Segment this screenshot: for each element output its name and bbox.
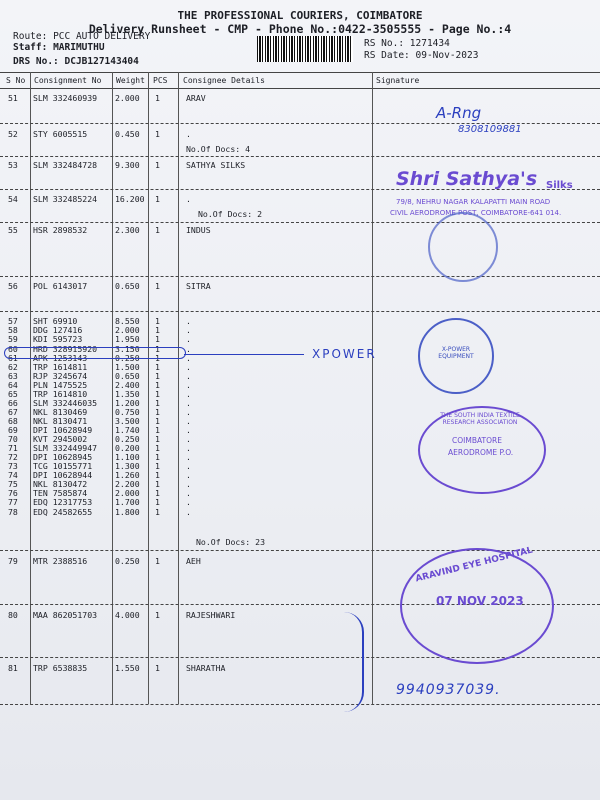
sathya-stamp-name: Shri Sathya's [396, 168, 538, 190]
row-name: . [186, 362, 191, 372]
row-name: . [186, 325, 191, 335]
row-wt: 0.450 [115, 129, 140, 139]
sathya-stamp-address-1: 79/8, NEHRU NAGAR KALAPATTI MAIN ROAD [396, 198, 551, 206]
route-field: Route: PCC AUTO DELIVERY [13, 31, 151, 42]
company-name: THE PROFESSIONAL COURIERS, COIMBATORE [177, 9, 423, 22]
row-name: . [186, 507, 191, 517]
row-wt: 0.650 [115, 371, 140, 381]
row-rule [0, 276, 600, 277]
row-pcs: 1 [155, 316, 160, 326]
row-sno: 56 [8, 281, 18, 291]
row-sno: 79 [8, 556, 18, 566]
col-divider [148, 72, 149, 704]
row-cons: EDQ 24582655 [33, 507, 93, 517]
row-sno: 63 [8, 371, 18, 381]
row-wt: 1.100 [115, 452, 140, 462]
row-sno: 51 [8, 93, 18, 103]
rs-no-field: RS No.: 1271434 [364, 38, 450, 49]
row-pcs: 1 [155, 497, 160, 507]
row-pcs: 1 [155, 194, 160, 204]
sathya-stamp-silks: Silks [546, 180, 573, 191]
row-cons: EDQ 12317753 [33, 497, 93, 507]
row-pcs: 1 [155, 353, 160, 363]
row-cons: SHT 69910 [33, 316, 78, 326]
row-cons: SLM 332485224 [33, 194, 98, 204]
row-wt: 0.200 [115, 443, 140, 453]
row-sno: 68 [8, 416, 18, 426]
row-sno: 66 [8, 398, 18, 408]
row-cons: NKL 8130469 [33, 407, 88, 417]
drs-field: DRS No.: DCJB127143404 [13, 56, 139, 67]
row-sno: 65 [8, 389, 18, 399]
row-sno: 75 [8, 479, 18, 489]
row-rule [0, 222, 600, 223]
row-name: . [186, 470, 191, 480]
col-divider [372, 72, 373, 704]
row-wt: 1.200 [115, 398, 140, 408]
row-rule [0, 311, 600, 312]
row-name: . [186, 461, 191, 471]
col-divider [112, 72, 113, 704]
row-pcs: 1 [155, 443, 160, 453]
row-wt: 3.150 [115, 344, 140, 354]
row-wt: 2.000 [115, 325, 140, 335]
aravind-stamp-date: 07 NOV 2023 [436, 594, 524, 608]
xpower-handwritten-note: XPOWER [312, 347, 377, 361]
sharatha-phone-handwritten: 9940937039. [396, 682, 501, 698]
row-pcs: 1 [155, 470, 160, 480]
row-sno: 59 [8, 334, 18, 344]
row-wt: 0.650 [115, 281, 140, 291]
arav-phone-handwritten: 8308109881 [458, 124, 522, 135]
barcode [257, 36, 353, 62]
row-pcs: 1 [155, 407, 160, 417]
row-name: . [186, 452, 191, 462]
row-wt: 2.000 [115, 488, 140, 498]
row-cons: SLM 332449947 [33, 443, 98, 453]
row-sno: 67 [8, 407, 18, 417]
row-cons: HSR 2898532 [33, 225, 88, 235]
row-name: SITRA [186, 281, 211, 291]
sitra-stamp-center-1: COIMBATORE [452, 436, 502, 445]
row-wt: 2.400 [115, 380, 140, 390]
row-wt: 1.500 [115, 362, 140, 372]
row-name: . [186, 407, 191, 417]
row-pcs: 1 [155, 416, 160, 426]
row-rule [0, 156, 600, 157]
row-sno: 60 [8, 344, 18, 354]
row-sno: 72 [8, 452, 18, 462]
doc-count-note: No.Of Docs: 23 [196, 537, 266, 547]
row-pcs: 1 [155, 362, 160, 372]
row-name: AEH [186, 556, 201, 566]
row-pcs: 1 [155, 556, 160, 566]
row-sno: 71 [8, 443, 18, 453]
row-sno: 64 [8, 380, 18, 390]
row-wt: 1.740 [115, 425, 140, 435]
arav-signature: A-Rng [436, 104, 482, 122]
row-wt: 2.300 [115, 225, 140, 235]
row-name: . [186, 380, 191, 390]
row-wt: 2.000 [115, 93, 140, 103]
row-name: . [186, 371, 191, 381]
row-pcs: 1 [155, 610, 160, 620]
row-60-ink-line [184, 354, 304, 355]
row-cons: SLM 332460939 [33, 93, 98, 103]
col-divider [178, 72, 179, 704]
row-pcs: 1 [155, 434, 160, 444]
row-cons: TRP 1614811 [33, 362, 88, 372]
row-pcs: 1 [155, 479, 160, 489]
row-sno: 57 [8, 316, 18, 326]
row-cons: SLM 332484728 [33, 160, 98, 170]
row-sno: 81 [8, 663, 18, 673]
row-cons: DPI 10628945 [33, 452, 93, 462]
doc-count-note: No.Of Docs: 2 [198, 209, 263, 219]
runsheet-title: Delivery Runsheet - CMP - Phone No.:0422-3505555 - Page No.:4 [88, 22, 512, 36]
row-cons: TRP 6538835 [33, 663, 88, 673]
col-weight: Weight [116, 76, 145, 85]
sathya-stamp-address-2: CIVIL AERODROME POST, COIMBATORE-641 014. [390, 209, 562, 217]
row-wt: 1.550 [115, 663, 140, 673]
row-pcs: 1 [155, 160, 160, 170]
row-pcs: 1 [155, 389, 160, 399]
row-cons: PLN 1475525 [33, 380, 88, 390]
row-pcs: 1 [155, 488, 160, 498]
row-cons: DPI 10628949 [33, 425, 93, 435]
row-cons: TCG 10155771 [33, 461, 93, 471]
row-name: . [186, 316, 191, 326]
row-cons: HRD 328915920 [33, 344, 98, 354]
row-wt: 4.000 [115, 610, 140, 620]
row-cons: DDG 127416 [33, 325, 83, 335]
row-wt: 8.550 [115, 316, 140, 326]
row-wt: 9.300 [115, 160, 140, 170]
row-pcs: 1 [155, 129, 160, 139]
row-wt: 0.250 [115, 434, 140, 444]
row-name: . [186, 416, 191, 426]
row-rule [0, 704, 600, 705]
row-pcs: 1 [155, 425, 160, 435]
row-wt: 1.260 [115, 470, 140, 480]
row-wt: 1.800 [115, 507, 140, 517]
row-wt: 1.350 [115, 389, 140, 399]
row-wt: 2.200 [115, 479, 140, 489]
row-pcs: 1 [155, 325, 160, 335]
row-cons: SLM 332446035 [33, 398, 98, 408]
row-cons: NKL 8130471 [33, 416, 88, 426]
aravind-stamp-name: ARAVIND EYE HOSPITAL [414, 545, 534, 585]
row-name: . [186, 194, 191, 204]
row-pcs: 1 [155, 663, 160, 673]
row-pcs: 1 [155, 93, 160, 103]
row-name: . [186, 334, 191, 344]
row-cons: STY 6005515 [33, 129, 88, 139]
row-cons: DPI 10628944 [33, 470, 93, 480]
sitra-stamp-ring-text: THE SOUTH INDIA TEXTILE RESEARCH ASSOCIATION [440, 412, 520, 426]
row-cons: APK 1253143 [33, 353, 88, 363]
col-sno: S No [6, 76, 26, 85]
row-sno: 78 [8, 507, 18, 517]
row-sno: 55 [8, 225, 18, 235]
row-cons: TEN 7585874 [33, 488, 88, 498]
row-wt: 3.500 [115, 416, 140, 426]
row-wt: 0.750 [115, 407, 140, 417]
row-pcs: 1 [155, 334, 160, 344]
row-wt: 16.200 [115, 194, 145, 204]
row-name: . [186, 389, 191, 399]
row-name: . [186, 434, 191, 444]
row-wt: 0.250 [115, 556, 140, 566]
row-name: . [186, 129, 191, 139]
row-cons: MTR 2388516 [33, 556, 88, 566]
col-divider [30, 72, 31, 704]
row-name: . [186, 353, 191, 363]
row-cons: NKL 8130472 [33, 479, 88, 489]
row-pcs: 1 [155, 344, 160, 354]
row-name: . [186, 344, 191, 354]
staff-field: Staff: MARIMUTHU [13, 42, 105, 53]
row-sno: 70 [8, 434, 18, 444]
row-cons: TRP 1614810 [33, 389, 88, 399]
row-name: RAJESHWARI [186, 610, 236, 620]
row-name: INDUS [186, 225, 211, 235]
row-name: SATHYA SILKS [186, 160, 246, 170]
row-name: . [186, 488, 191, 498]
col-pcs: PCS [153, 76, 168, 85]
header-rule [0, 88, 600, 89]
row-sno: 73 [8, 461, 18, 471]
row-sno: 80 [8, 610, 18, 620]
row-pcs: 1 [155, 398, 160, 408]
row-sno: 69 [8, 425, 18, 435]
row-60-ink-circle [4, 347, 186, 359]
row-cons: MAA 862051703 [33, 610, 98, 620]
row-name: ARAV [186, 93, 206, 103]
col-consignee: Consignee Details [183, 76, 265, 85]
row-sno: 53 [8, 160, 18, 170]
row-pcs: 1 [155, 281, 160, 291]
row-sno: 77 [8, 497, 18, 507]
row-name: . [186, 443, 191, 453]
row-sno: 76 [8, 488, 18, 498]
row-pcs: 1 [155, 461, 160, 471]
ink-bracket-mark [342, 612, 364, 712]
row-sno: 61 [8, 353, 18, 363]
row-name: . [186, 398, 191, 408]
row-cons: RJP 3245674 [33, 371, 88, 381]
row-wt: 0.250 [115, 353, 140, 363]
table-top-rule [0, 72, 600, 73]
row-cons: KDI 595723 [33, 334, 83, 344]
row-cons: KVT 2945002 [33, 434, 88, 444]
row-wt: 1.300 [115, 461, 140, 471]
row-name: . [186, 425, 191, 435]
col-signature: Signature [376, 76, 420, 85]
row-sno: 52 [8, 129, 18, 139]
row-pcs: 1 [155, 452, 160, 462]
row-name: . [186, 497, 191, 507]
xpower-stamp-text: X-POWER EQUIPMENT [438, 346, 474, 360]
row-cons: POL 6143017 [33, 281, 88, 291]
row-wt: 1.700 [115, 497, 140, 507]
row-sno: 58 [8, 325, 18, 335]
indus-round-stamp [428, 212, 498, 282]
row-pcs: 1 [155, 371, 160, 381]
row-name: SHARATHA [186, 663, 226, 673]
row-sno: 54 [8, 194, 18, 204]
row-sno: 74 [8, 470, 18, 480]
row-name: . [186, 479, 191, 489]
doc-count-note: No.Of Docs: 4 [186, 144, 251, 154]
row-sno: 62 [8, 362, 18, 372]
row-wt: 1.950 [115, 334, 140, 344]
row-pcs: 1 [155, 507, 160, 517]
rs-date-field: RS Date: 09-Nov-2023 [364, 50, 479, 61]
row-pcs: 1 [155, 380, 160, 390]
col-consignment: Consignment No [34, 76, 102, 85]
sitra-stamp-center-2: AERODROME P.O. [448, 448, 514, 457]
row-pcs: 1 [155, 225, 160, 235]
